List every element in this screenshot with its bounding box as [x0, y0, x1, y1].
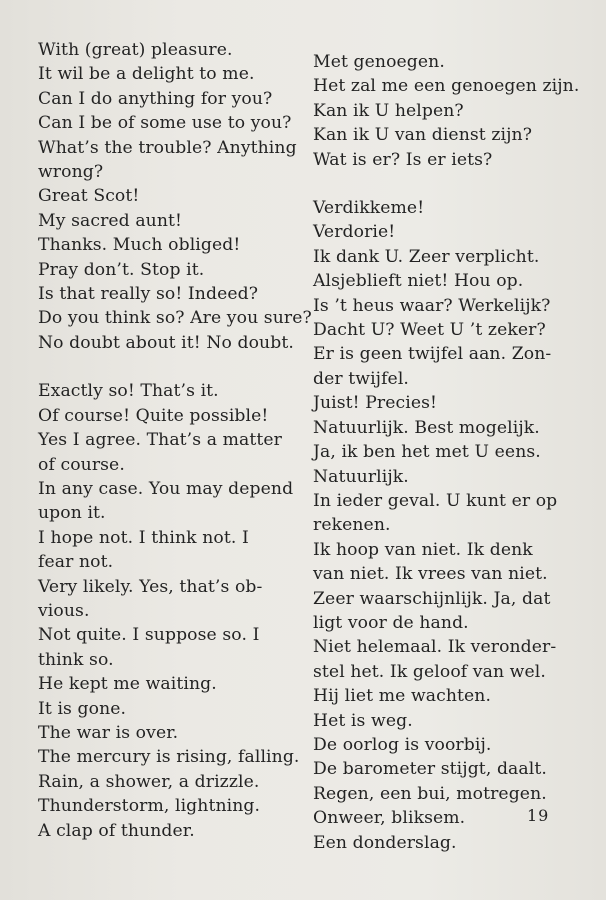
dutch-phrase-line: rekenen.: [313, 515, 391, 536]
dutch-phrase-line: Regen, een bui, motregen.: [313, 783, 547, 804]
dutch-phrases-column: [313, 50, 580, 855]
english-phrase-line: A clap of thunder.: [38, 820, 195, 841]
dutch-phrase-line: Ik dank U. Zeer verplicht.: [313, 246, 540, 267]
english-phrase-line: Rain, a shower, a drizzle.: [38, 771, 260, 792]
dutch-phrase-line: Het zal me een genoegen zijn.: [313, 76, 580, 97]
dutch-phrase-line: Ik hoop van niet. Ik denk: [313, 539, 533, 560]
dutch-phrase-line: Is ’t heus waar? Werkelijk?: [313, 295, 551, 316]
dutch-phrase-line: Alsjeblieft niet! Hou op.: [313, 271, 524, 292]
dutch-phrases-block-1: [313, 50, 580, 172]
english-phrases-block-2: [38, 379, 300, 843]
english-phrase-line: I hope not. I think not. I: [38, 527, 249, 548]
english-phrase-line: Is that really so! Indeed?: [38, 284, 259, 305]
english-phrase-line: Do you think so? Are you sure?: [38, 308, 312, 329]
english-phrase-line: In any case. You may depend: [38, 478, 294, 499]
english-phrases-block-1: [38, 38, 312, 355]
dutch-phrases-block-2: [313, 196, 558, 855]
dutch-phrase-line: Het is weg.: [313, 710, 413, 731]
dutch-phrase-line: Onweer, bliksem.: [313, 808, 466, 829]
english-phrase-line: The war is over.: [38, 722, 179, 743]
english-phrase-line: He kept me waiting.: [38, 674, 217, 695]
dutch-phrase-line: Kan ik U van dienst zijn?: [313, 125, 533, 146]
english-phrase-line: No doubt about it! No doubt.: [38, 332, 294, 353]
english-phrase-line: Can I be of some use to you?: [38, 113, 292, 134]
dutch-phrase-line: Ja, ik ben het met U eens.: [313, 442, 541, 463]
english-phrase-line: Yes I agree. That’s a matter: [38, 430, 282, 451]
dutch-phrase-line: ligt voor de hand.: [313, 612, 469, 633]
english-phrase-line: Thunderstorm, lightning.: [38, 796, 261, 817]
dutch-phrase-line: Natuurlijk.: [313, 466, 409, 487]
english-phrase-line: With (great) pleasure.: [38, 40, 233, 60]
english-phrase-line: Pray don’t. Stop it.: [38, 259, 205, 280]
paragraph-gap: [38, 355, 300, 379]
english-phrase-line: Very likely. Yes, that’s ob-: [38, 576, 263, 597]
dutch-phrase-line: De barometer stijgt, daalt.: [313, 759, 547, 780]
dutch-phrase-line: Juist! Precies!: [313, 393, 438, 414]
dutch-phrase-line: Natuurlijk. Best mogelijk.: [313, 417, 540, 438]
dutch-phrase-line: stel het. Ik geloof van wel.: [313, 661, 546, 682]
english-phrase-line: My sacred aunt!: [38, 210, 183, 231]
english-phrase-line: It is gone.: [38, 698, 127, 719]
dutch-phrase-line: Verdikkeme!: [313, 198, 425, 219]
english-phrase-line: Of course! Quite possible!: [38, 405, 269, 426]
english-phrase-line: think so.: [38, 649, 114, 670]
dutch-phrase-line: Wat is er? Is er iets?: [313, 149, 493, 170]
english-phrase-line: vious.: [38, 600, 90, 621]
dutch-phrase-line: van niet. Ik vrees van niet.: [313, 564, 548, 585]
dutch-phrase-line: Er is geen twijfel aan. Zon-: [313, 344, 552, 365]
dutch-phrase-line: Een donderslag.: [313, 832, 457, 853]
dutch-phrase-line: Kan ik U helpen?: [313, 100, 464, 121]
english-phrase-line: upon it.: [38, 503, 106, 524]
dutch-phrase-line: Dacht U? Weet U ’t zeker?: [313, 320, 546, 341]
english-phrase-line: What’s the trouble? Anything: [38, 137, 297, 158]
english-phrase-line: Thanks. Much obliged!: [38, 235, 241, 256]
dutch-phrase-line: Hij liet me wachten.: [313, 686, 492, 707]
english-phrase-line: It wil be a delight to me.: [38, 64, 255, 85]
english-phrase-line: The mercury is rising, falling.: [38, 747, 300, 768]
dutch-phrase-line: Verdorie!: [313, 222, 396, 243]
english-phrase-line: Not quite. I suppose so. I: [38, 625, 260, 646]
dutch-phrase-line: Niet helemaal. Ik veronder-: [313, 637, 557, 658]
english-phrases-column: [38, 38, 312, 843]
page-number: 19: [527, 806, 550, 825]
dutch-phrase-line: der twijfel.: [313, 368, 409, 389]
paragraph-gap: [313, 172, 558, 196]
english-phrase-line: of course.: [38, 454, 125, 475]
english-phrase-line: Exactly so! That’s it.: [38, 381, 219, 402]
dutch-phrase-line: Zeer waarschijnlijk. Ja, dat: [313, 588, 551, 609]
english-phrase-line: Great Scot!: [38, 186, 140, 207]
english-phrase-line: Can I do anything for you?: [38, 88, 273, 109]
dutch-phrase-line: In ieder geval. U kunt er op: [313, 490, 558, 511]
dutch-phrase-line: De oorlog is voorbij.: [313, 734, 492, 755]
dutch-phrase-line: Met genoegen.: [313, 52, 445, 72]
english-phrase-line: wrong?: [38, 162, 104, 183]
english-phrase-line: fear not.: [38, 552, 114, 573]
